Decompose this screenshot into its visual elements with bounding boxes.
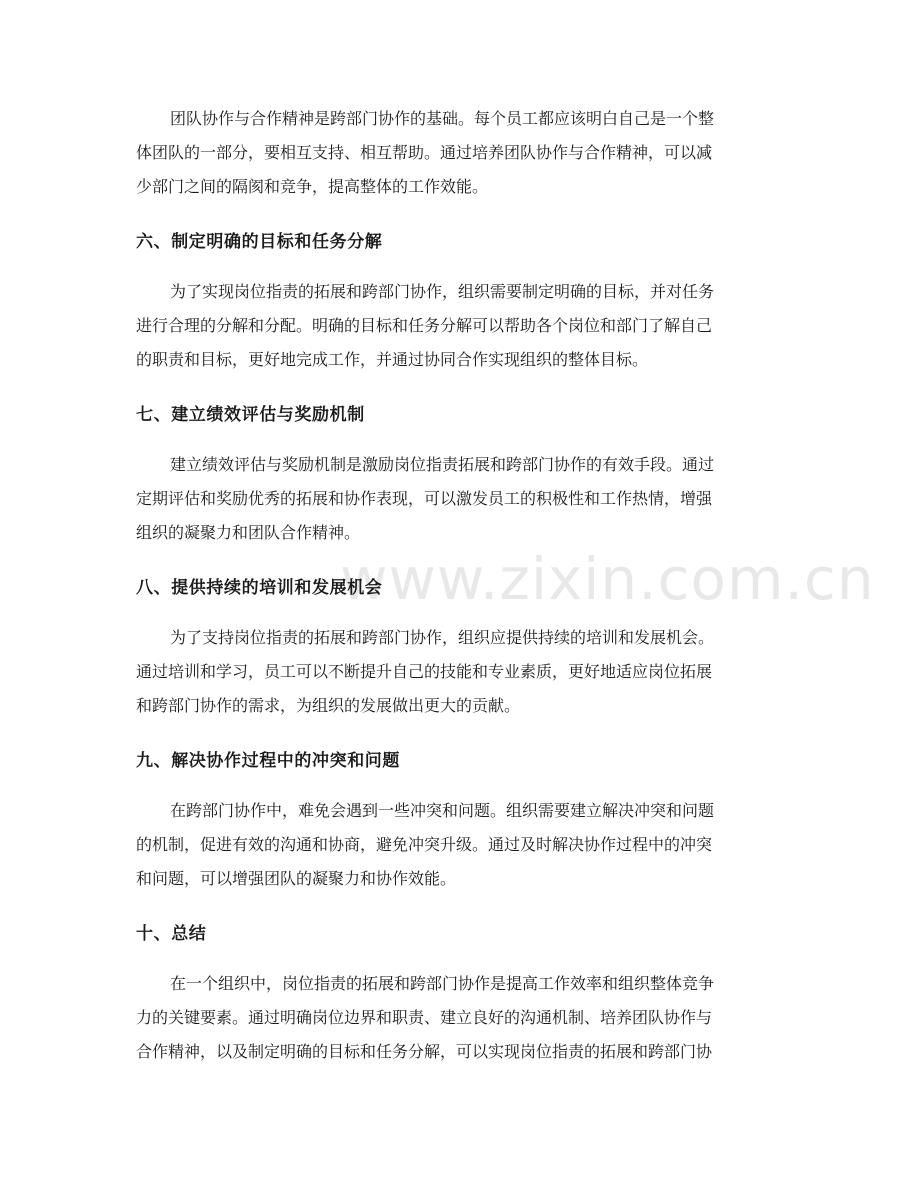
paragraph-goals — [136, 275, 784, 377]
paragraph-line: 力的关键要素。通过明确岗位边界和职责、建立良好的沟通机制、培养团队协作与 — [136, 1008, 713, 1027]
paragraph-line: 和问题，可以增强团队的凝聚力和协作效能。 — [136, 869, 457, 888]
paragraph-line: 为了实现岗位指责的拓展和跨部门协作，组织需要制定明确的目标，并对任务 — [170, 282, 715, 301]
paragraph-line: 体团队的一部分，要相互支持、相互帮助。通过培养团队协作与合作精神，可以减 — [136, 143, 713, 162]
paragraph-line: 和跨部门协作的需求，为组织的发展做出更大的贡献。 — [136, 696, 521, 715]
paragraph-line: 团队协作与合作精神是跨部门协作的基础。每个员工都应该明白自己是一个整 — [170, 109, 715, 128]
paragraph-line: 建立绩效评估与奖励机制是激励岗位指责拓展和跨部门协作的有效手段。通过 — [170, 455, 715, 474]
paragraph-line: 的机制，促进有效的沟通和协商，避免冲突升级。通过及时解决协作过程中的冲突 — [136, 835, 713, 854]
section-heading-8: 八、提供持续的培训和发展机会 — [136, 578, 383, 598]
paragraph-line: 组织的凝聚力和团队合作精神。 — [136, 523, 361, 542]
paragraph-conflicts — [136, 794, 784, 896]
paragraph-teamwork — [136, 102, 784, 204]
paragraph-line: 少部门之间的隔阂和竞争，提高整体的工作效能。 — [136, 177, 489, 196]
paragraph-line: 在跨部门协作中，难免会遇到一些冲突和问题。组织需要建立解决冲突和问题 — [170, 801, 715, 820]
paragraph-line: 合作精神，以及制定明确的目标和任务分解，可以实现岗位指责的拓展和跨部门协 — [136, 1042, 713, 1061]
paragraph-line: 通过培训和学习，员工可以不断提升自己的技能和专业素质，更好地适应岗位拓展 — [136, 662, 713, 681]
section-heading-10: 十、总结 — [136, 924, 207, 944]
section-heading-7: 七、建立绩效评估与奖励机制 — [136, 405, 365, 425]
paragraph-training — [136, 621, 784, 723]
paragraph-line: 在一个组织中，岗位指责的拓展和跨部门协作是提高工作效率和组织整体竞争 — [170, 974, 715, 993]
paragraph-line: 为了支持岗位指责的拓展和跨部门协作，组织应提供持续的培训和发展机会。 — [170, 628, 715, 647]
watermark: www.zixin.com.cn — [340, 545, 875, 613]
paragraph-line: 定期评估和奖励优秀的拓展和协作表现，可以激发员工的积极性和工作热情，增强 — [136, 489, 713, 508]
section-heading-6: 六、制定明确的目标和任务分解 — [136, 232, 383, 252]
paragraph-line: 进行合理的分解和分配。明确的目标和任务分解可以帮助各个岗位和部门了解自己 — [136, 316, 713, 335]
paragraph-line: 的职责和目标，更好地完成工作，并通过协同合作实现组织的整体目标。 — [136, 350, 649, 369]
paragraph-summary — [136, 967, 784, 1069]
paragraph-performance — [136, 448, 784, 550]
section-heading-9: 九、解决协作过程中的冲突和问题 — [136, 751, 400, 771]
